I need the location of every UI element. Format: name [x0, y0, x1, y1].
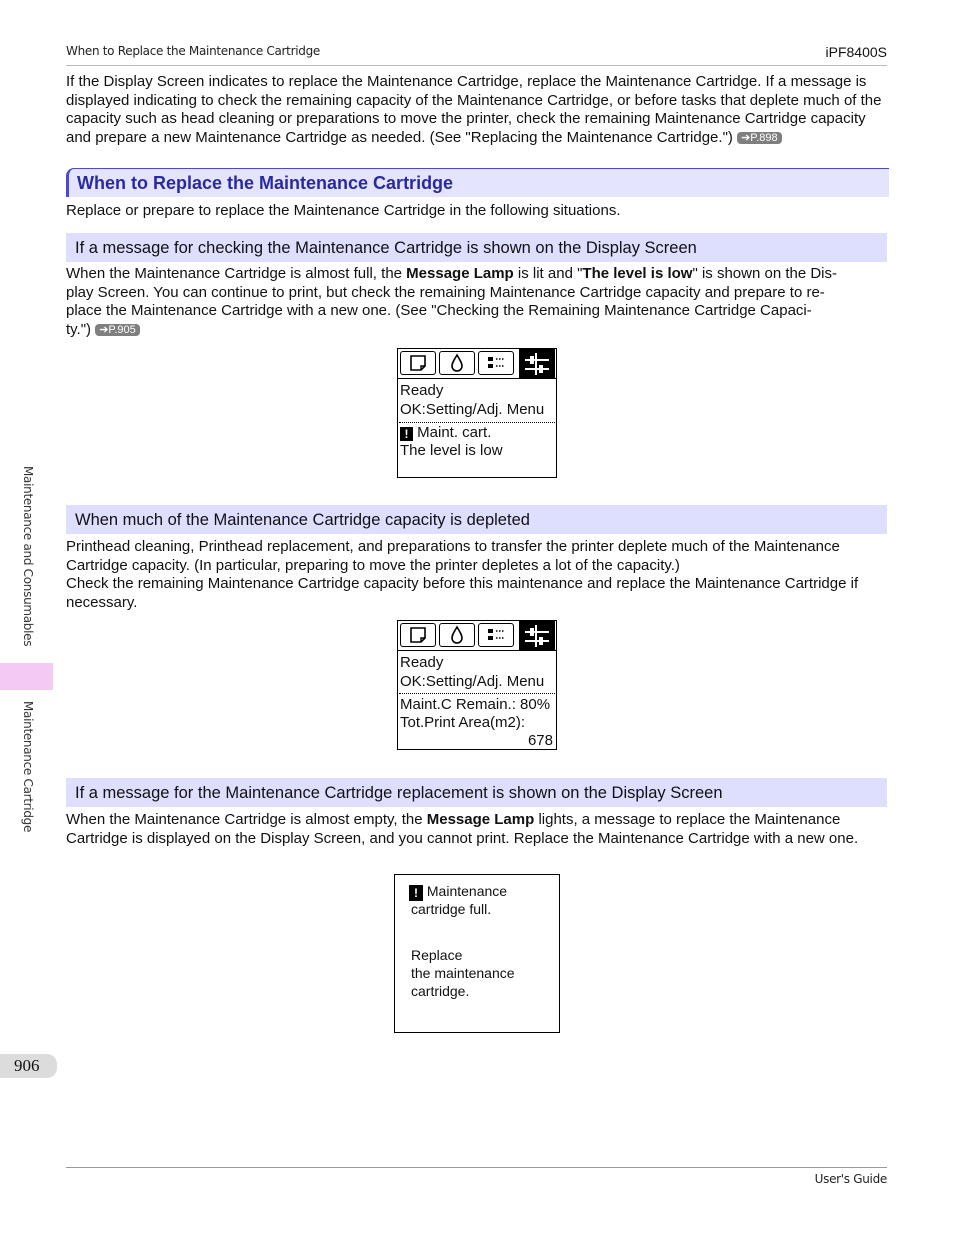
- display-line-2: OK:Setting/Adj. Menu: [400, 673, 545, 690]
- footer-rule: [66, 1167, 887, 1168]
- sidebar-chapter-label[interactable]: Maintenance and Consumables: [21, 466, 35, 647]
- page-number: 906: [14, 1056, 40, 1075]
- display-divider: [399, 693, 555, 694]
- message-lamp-term: Message Lamp: [426, 811, 535, 828]
- maintenance-tab-icon: [519, 349, 555, 379]
- sidebar-section-label[interactable]: Maintenance Cartridge: [21, 701, 35, 833]
- intro-paragraph: [66, 73, 888, 147]
- section-title-bar: [66, 168, 889, 197]
- warning-icon: !: [400, 427, 413, 441]
- subheading-title: If a message for checking the Maintenance Cartridge is shown on the Display Screen: [75, 239, 697, 257]
- display-screen-error: [394, 874, 560, 1033]
- sub1-line-4: ty.") ➔P.905: [66, 321, 888, 340]
- sidebar-active-tab: [0, 663, 53, 690]
- display-line-5: 678: [527, 732, 553, 749]
- display-line-1: Ready: [400, 382, 444, 399]
- sub3-paragraph: When the Maintenance Cartridge is almost empty, the Message Lamp lights, a message to replace the Maintenance Cartridge is displayed on the Display Screen, and you cannot print. Replace the Maintenance Cartridge with a new one.: [66, 811, 859, 847]
- sub1-line-3: place the Maintenance Cartridge with a new one. (See "Checking the Remaining Maintenance Cartridge Capaci-: [66, 302, 812, 320]
- footer-label: User's Guide: [814, 1172, 887, 1186]
- sub2-text-b: Check the remaining Maintenance Cartridge capacity before this maintenance and replace the Maintenance Cartridge if necessary.: [66, 575, 859, 611]
- sub1-line-1: When the Maintenance Cartridge is almost full, the Message Lamp is lit and "The level is low" is shown on the Dis-: [66, 265, 838, 282]
- message-lamp-term: Message Lamp: [406, 265, 514, 282]
- sub1-line-2: play Screen. You can continue to print, but check the remaining Maintenance Cartridge capacity and prepare to re-: [66, 283, 825, 301]
- ink-tab-icon: [439, 351, 475, 375]
- warning-icon: !: [409, 885, 423, 901]
- display-tab-row: [398, 349, 556, 379]
- sub2-paragraph: [66, 538, 888, 612]
- display-screen-status: [397, 620, 557, 750]
- page-ref-link[interactable]: ➔P.905: [95, 324, 140, 336]
- display-line-1: ! Maintenance: [409, 882, 507, 901]
- paper-tab-icon: [400, 351, 436, 375]
- display-tab-row: [398, 621, 556, 651]
- display-line-1: Ready: [400, 654, 444, 671]
- page-number-tab: [0, 1054, 57, 1078]
- display-line-5: cartridge.: [411, 983, 470, 999]
- maintenance-tab-icon: [519, 621, 555, 651]
- running-header-title: When to Replace the Maintenance Cartridge: [66, 44, 320, 58]
- display-line-3: Replace: [411, 947, 463, 963]
- section-title: When to Replace the Maintenance Cartridge: [77, 173, 454, 193]
- display-line-2: cartridge full.: [411, 901, 492, 917]
- model-name: iPF8400S: [825, 44, 887, 60]
- level-low-term: The level is low: [582, 265, 693, 282]
- page-ref-link[interactable]: ➔P.898: [737, 132, 782, 144]
- header-rule: [66, 65, 887, 66]
- subheading-title: When much of the Maintenance Cartridge capacity is depleted: [75, 511, 530, 529]
- display-screen-warning: [397, 348, 557, 478]
- intro-text: If the Display Screen indicates to replace the Maintenance Cartridge, replace the Maintenance Cartridge. If a message is displayed indicating to check the remaining capacity of the Maintenance Cartridge, or before tasks that deplete much of the capacity such as head cleaning or preparations to move the printer, check the remaining Maintenance Cartridge capacity and prepare a new Maintenance Cartridge as needed. (See "Replacing the Maintenance Cartridge."): [66, 73, 882, 146]
- ink-tab-icon: [439, 623, 475, 647]
- settings-tab-icon: [478, 351, 514, 375]
- display-line-4: the maintenance: [411, 965, 515, 981]
- sub2-text: Printhead cleaning, Printhead replacement, and preparations to transfer the printer deplete much of the Maintenance Cartridge capacity. (In particular, preparing to move the printer depletes a lot of the capacity.): [66, 538, 840, 574]
- display-line-3: ! Maint. cart.: [400, 424, 491, 442]
- subheading-bar: [66, 778, 887, 807]
- subheading-title: If a message for the Maintenance Cartridge replacement is shown on the Display Screen: [75, 784, 723, 802]
- paper-tab-icon: [400, 623, 436, 647]
- sub1-paragraph: [66, 265, 888, 339]
- subheading-bar: [66, 505, 887, 534]
- subheading-bar: [66, 233, 887, 262]
- display-line-4: Tot.Print Area(m2):: [400, 714, 526, 731]
- display-divider: [399, 422, 555, 423]
- settings-tab-icon: [478, 623, 514, 647]
- display-line-2: OK:Setting/Adj. Menu: [400, 401, 545, 418]
- display-line-3: Maint.C Remain.: 80%: [400, 696, 551, 713]
- display-line-4: The level is low: [400, 442, 503, 459]
- section-lead: Replace or prepare to replace the Maintenance Cartridge in the following situations.: [66, 202, 621, 219]
